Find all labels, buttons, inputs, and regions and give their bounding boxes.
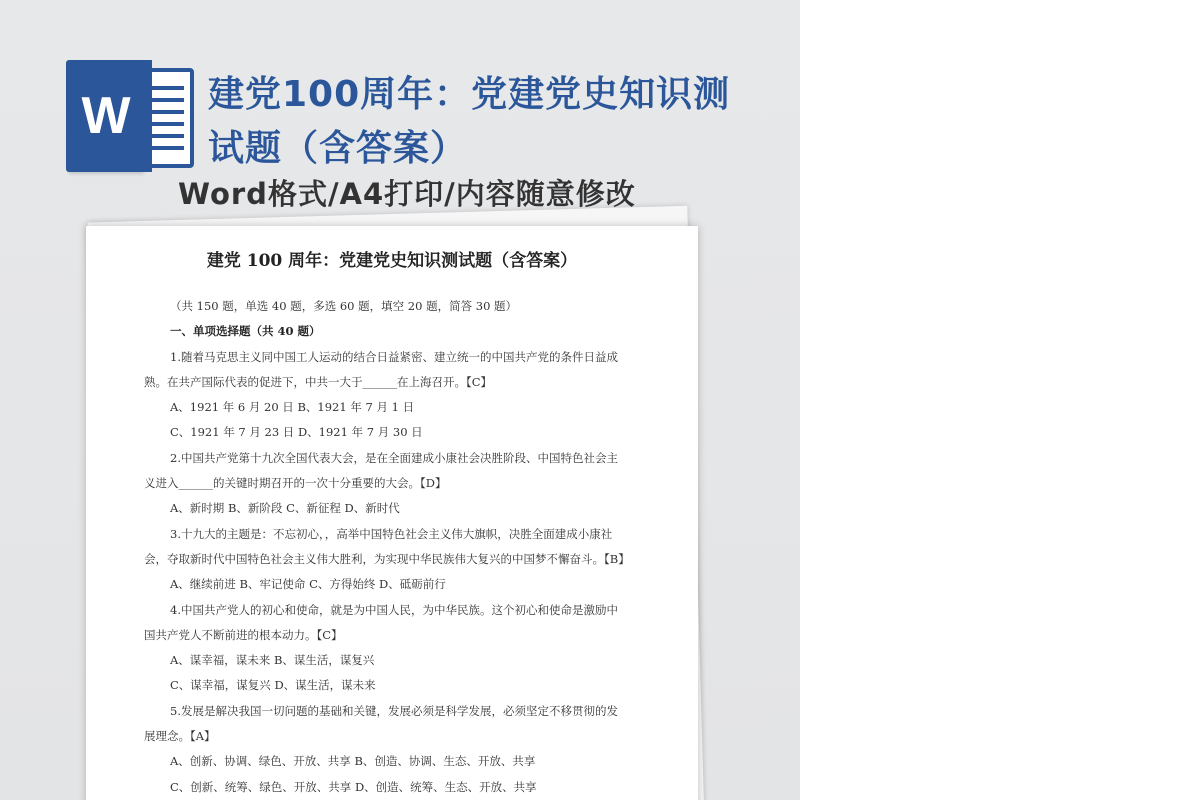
document-body xyxy=(144,294,662,800)
document-title: 建党 100 周年：党建党史知识测试题（含答案） xyxy=(206,251,578,271)
question-text: 熟。在共产国际代表的促进下，中共一大于______在上海召开。【C】 xyxy=(144,374,493,389)
question-text: 会，夺取新时代中国特色社会主义伟大胜利，为实现中华民族伟大复兴的中国梦不懈奋斗。【B】 xyxy=(144,551,630,566)
question-text: 4.中国共产党人的初心和使命，就是为中国人民，为中华民族。这个初心和使命是激励中 xyxy=(170,602,618,617)
answer-options: C、创新、统筹、绿色、开放、共享 D、创造、统筹、生态、开放、共享 xyxy=(170,779,537,794)
answer-options: C、1921 年 7 月 23 日 D、1921 年 7 月 30 日 xyxy=(170,425,423,440)
word-document-icon xyxy=(66,60,196,172)
doc-line: （共 150 题，单选 40 题，多选 60 题，填空 20 题，简答 30 题） xyxy=(170,299,518,313)
question-text: 国共产党人不断前进的根本动力。【C】 xyxy=(144,627,343,642)
answer-options: A、创新、协调、绿色、开放、共享 B、创造、协调、生态、开放、共享 xyxy=(170,754,536,769)
document-page xyxy=(86,226,698,800)
banner-subtitle: Word格式/A4打印/内容随意修改 xyxy=(178,177,636,211)
section-heading: 一、单项选择题（共 40 题） xyxy=(170,324,321,339)
question-text: 2.中国共产党第十九次全国代表大会，是在全面建成小康社会决胜阶段、中国特色社会主 xyxy=(170,450,618,465)
question-text: 义进入______的关键时期召开的一次十分重要的大会。【D】 xyxy=(144,476,447,491)
question-text: 1.随着马克思主义同中国工人运动的结合日益紧密、建立统一的中国共产党的条件日益成 xyxy=(170,349,618,364)
answer-options: A、1921 年 6 月 20 日 B、1921 年 7 月 1 日 xyxy=(170,400,415,415)
word-badge xyxy=(66,60,142,172)
answer-options: A、继续前进 B、牢记使命 C、方得始终 D、砥砺前行 xyxy=(170,577,446,592)
banner-title xyxy=(208,68,768,176)
answer-options: A、新时期 B、新阶段 C、新征程 D、新时代 xyxy=(170,501,400,516)
answer-options: C、谋幸福，谋复兴 D、谋生活，谋未来 xyxy=(170,678,376,693)
banner-title-line1: 建党100周年：党建党史知识测 xyxy=(208,74,731,115)
word-letter: W xyxy=(81,87,131,145)
question-text: 3.十九大的主题是：不忘初心，，高举中国特色社会主义伟大旗帜，决胜全面建成小康社 xyxy=(170,526,613,541)
answer-options: A、谋幸福，谋未来 B、谋生活，谋复兴 xyxy=(170,653,375,668)
question-text: 展理念。【A】 xyxy=(144,729,216,744)
question-text: 5.发展是解决我国一切问题的基础和关键，发展必须是科学发展，必须坚定不移贯彻的发 xyxy=(170,703,618,718)
banner-title-line2: 试题（含答案） xyxy=(208,128,468,169)
